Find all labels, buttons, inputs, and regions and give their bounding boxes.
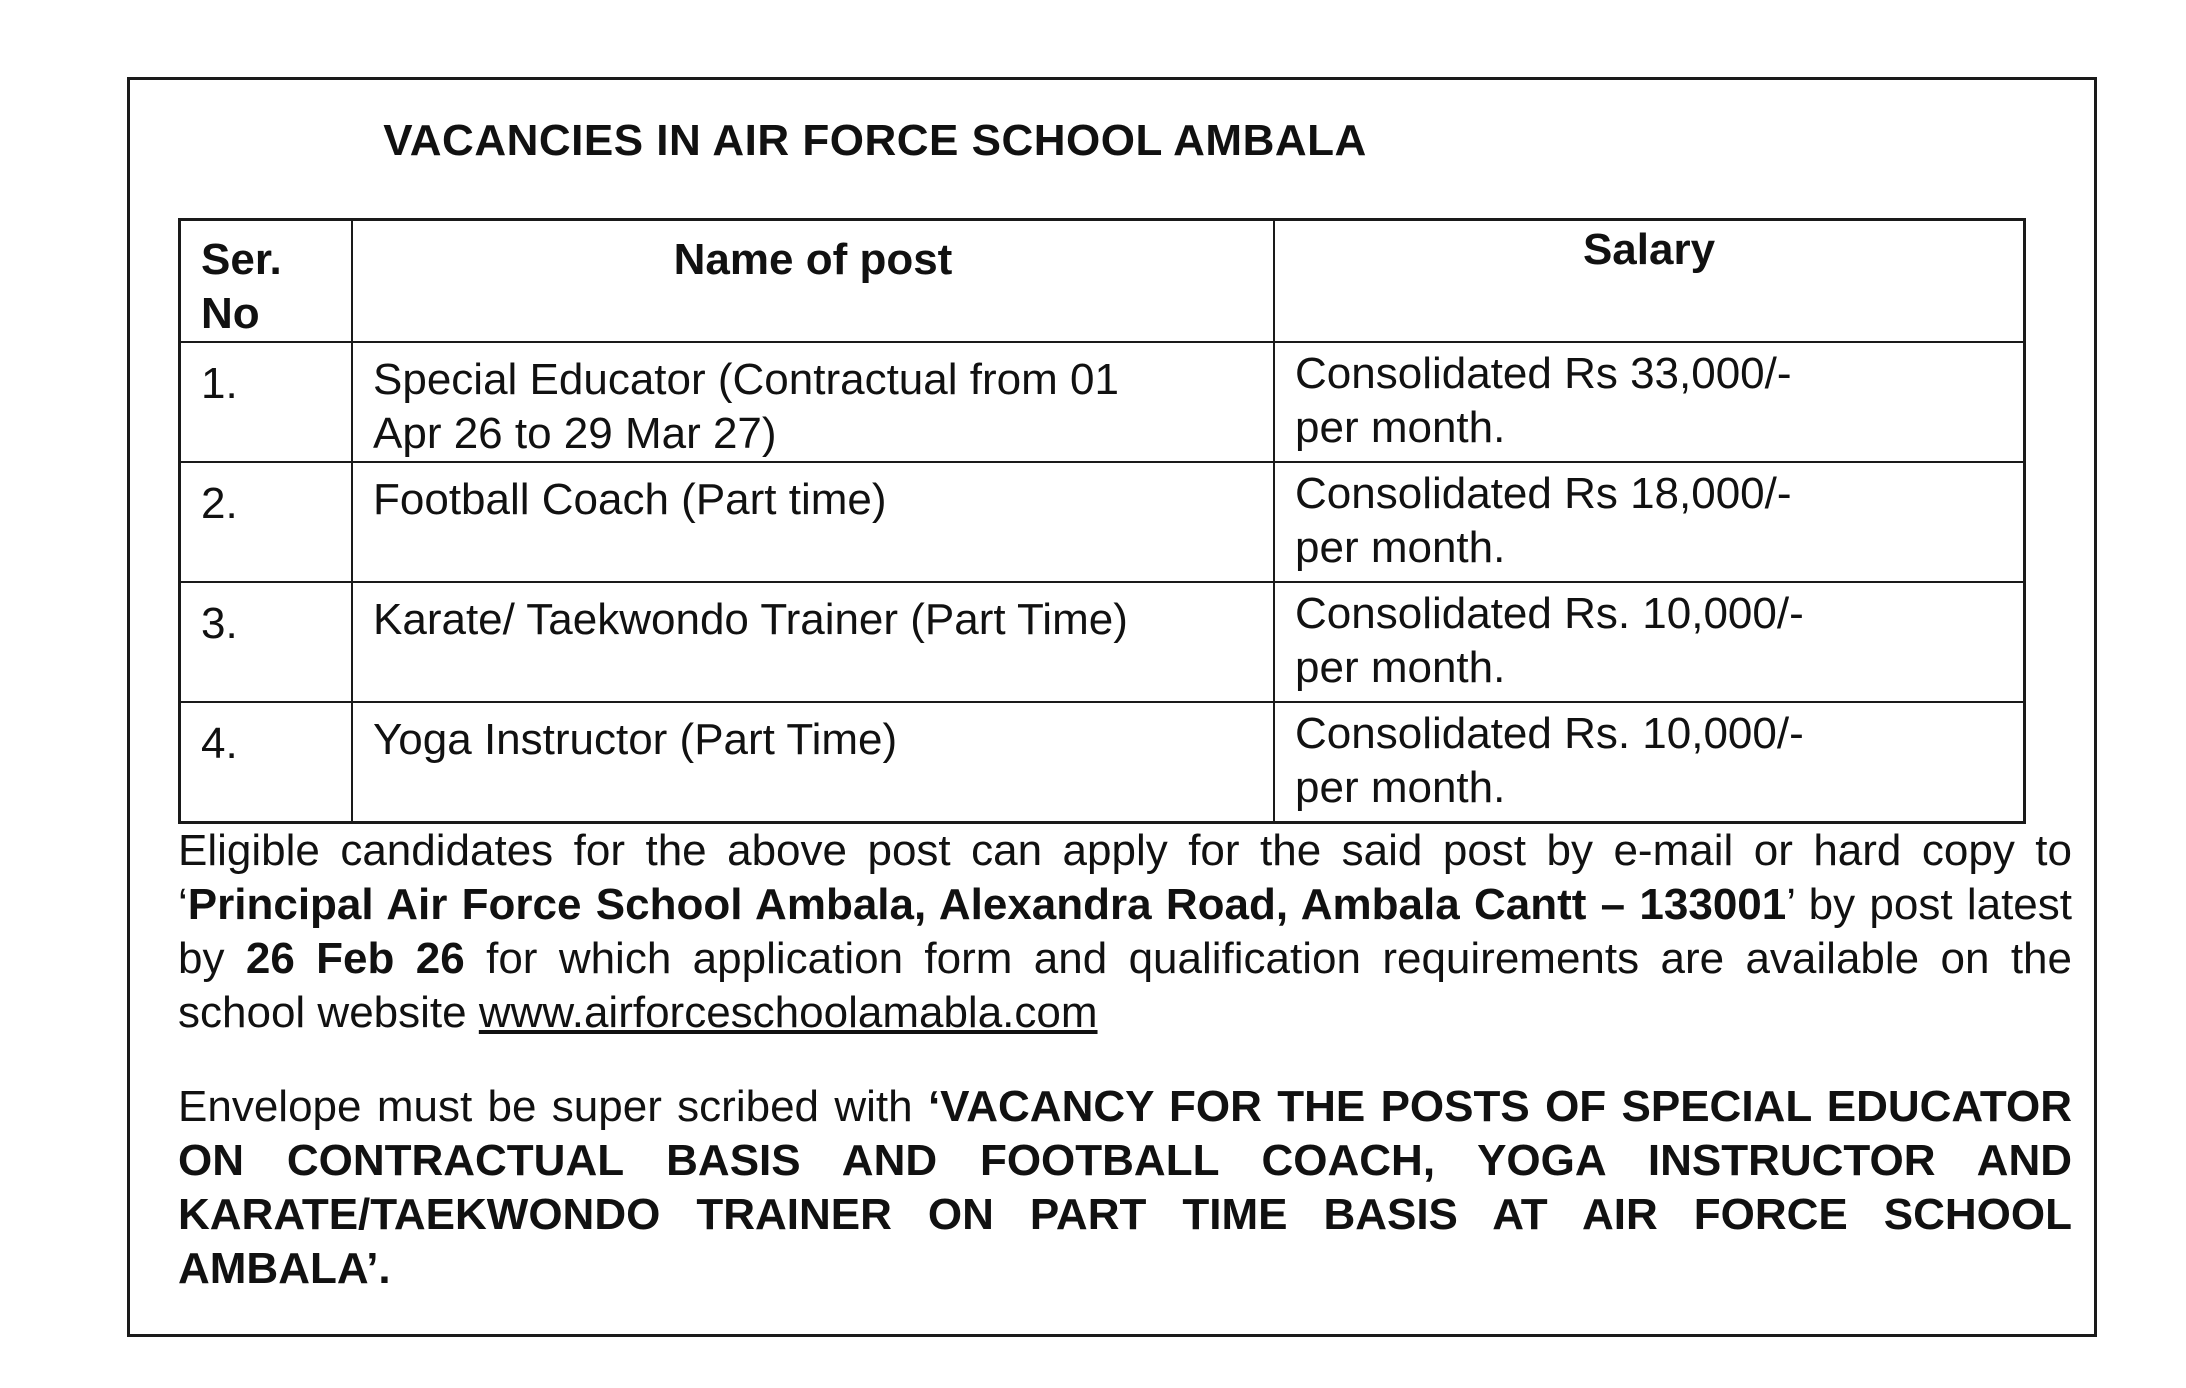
school-website-link[interactable]: www.airforceschoolamabla.com: [478, 988, 1098, 1037]
header-serial-number: [180, 220, 353, 343]
salary-amount: Consolidated Rs. 10,000/-: [1295, 709, 1804, 758]
salary-period: per month.: [1295, 403, 1506, 452]
serial-cell: 3.: [180, 582, 353, 702]
vacancies-table: [178, 218, 2026, 824]
requirements-text: for which application form and qualification requirements are available on the school website: [178, 934, 2072, 1037]
table-row: [180, 582, 2025, 702]
notice-title: VACANCIES IN AIR FORCE SCHOOL AMBALA: [383, 116, 1367, 165]
salary-amount: Consolidated Rs. 10,000/-: [1295, 589, 1804, 638]
envelope-intro-text: Envelope must be super scribed with: [178, 1082, 928, 1131]
envelope-instructions: [178, 1080, 2072, 1296]
salary-amount: Consolidated Rs 33,000/-: [1295, 349, 1792, 398]
by-post-text: ’ by post latest by: [178, 880, 2072, 983]
post-name-line1: Football Coach (Part time): [373, 475, 887, 524]
notice-frame: [127, 77, 2097, 1337]
post-name-cell: [352, 702, 1274, 823]
salary-amount: Consolidated Rs 18,000/-: [1295, 469, 1792, 518]
salary-period: per month.: [1295, 643, 1506, 692]
salary-period: per month.: [1295, 763, 1506, 812]
serial-cell: 4.: [180, 702, 353, 823]
post-name-line1: Karate/ Taekwondo Trainer (Part Time): [373, 595, 1128, 644]
header-serial-line1: Ser.: [201, 235, 282, 284]
header-post-name: Name of post: [352, 220, 1274, 343]
post-name-cell: [352, 342, 1274, 462]
envelope-superscription: ‘VACANCY FOR THE POSTS OF SPECIAL EDUCATOR ON CONTRACTUAL BASIS AND FOOTBALL COACH, YOGA INSTRUCTOR AND KARATE/TAEKWONDO TRAINER ON PART TIME BASIS AT AIR FORCE SCHOOL AMBALA’.: [178, 1082, 2073, 1293]
application-instructions: [178, 824, 2072, 1040]
table-row: [180, 462, 2025, 582]
apply-intro-text: Eligible candidates for the above post can apply for the said post by e-mail or hard copy to: [178, 826, 2072, 875]
table-row: [180, 702, 2025, 823]
table-row: [180, 342, 2025, 462]
application-deadline: 26 Feb 26: [245, 934, 465, 983]
header-serial-line2: No: [201, 289, 260, 338]
salary-period: per month.: [1295, 523, 1506, 572]
salary-cell: [1274, 462, 2025, 582]
post-name-line1: Special Educator (Contractual from 01: [373, 355, 1119, 404]
serial-cell: 2.: [180, 462, 353, 582]
header-salary: Salary: [1274, 220, 2025, 343]
post-name-cell: [352, 582, 1274, 702]
postal-address: Principal Air Force School Ambala, Alexandra Road, Ambala Cantt – 133001: [187, 880, 1787, 929]
post-name-line2: Apr 26 to 29 Mar 27): [373, 409, 777, 458]
salary-cell: [1274, 702, 2025, 823]
serial-cell: 1.: [180, 342, 353, 462]
salary-cell: [1274, 582, 2025, 702]
post-name-cell: [352, 462, 1274, 582]
salary-cell: [1274, 342, 2025, 462]
post-name-line1: Yoga Instructor (Part Time): [373, 715, 898, 764]
open-quote: ‘: [178, 880, 188, 929]
table-header-row: [180, 220, 2025, 343]
